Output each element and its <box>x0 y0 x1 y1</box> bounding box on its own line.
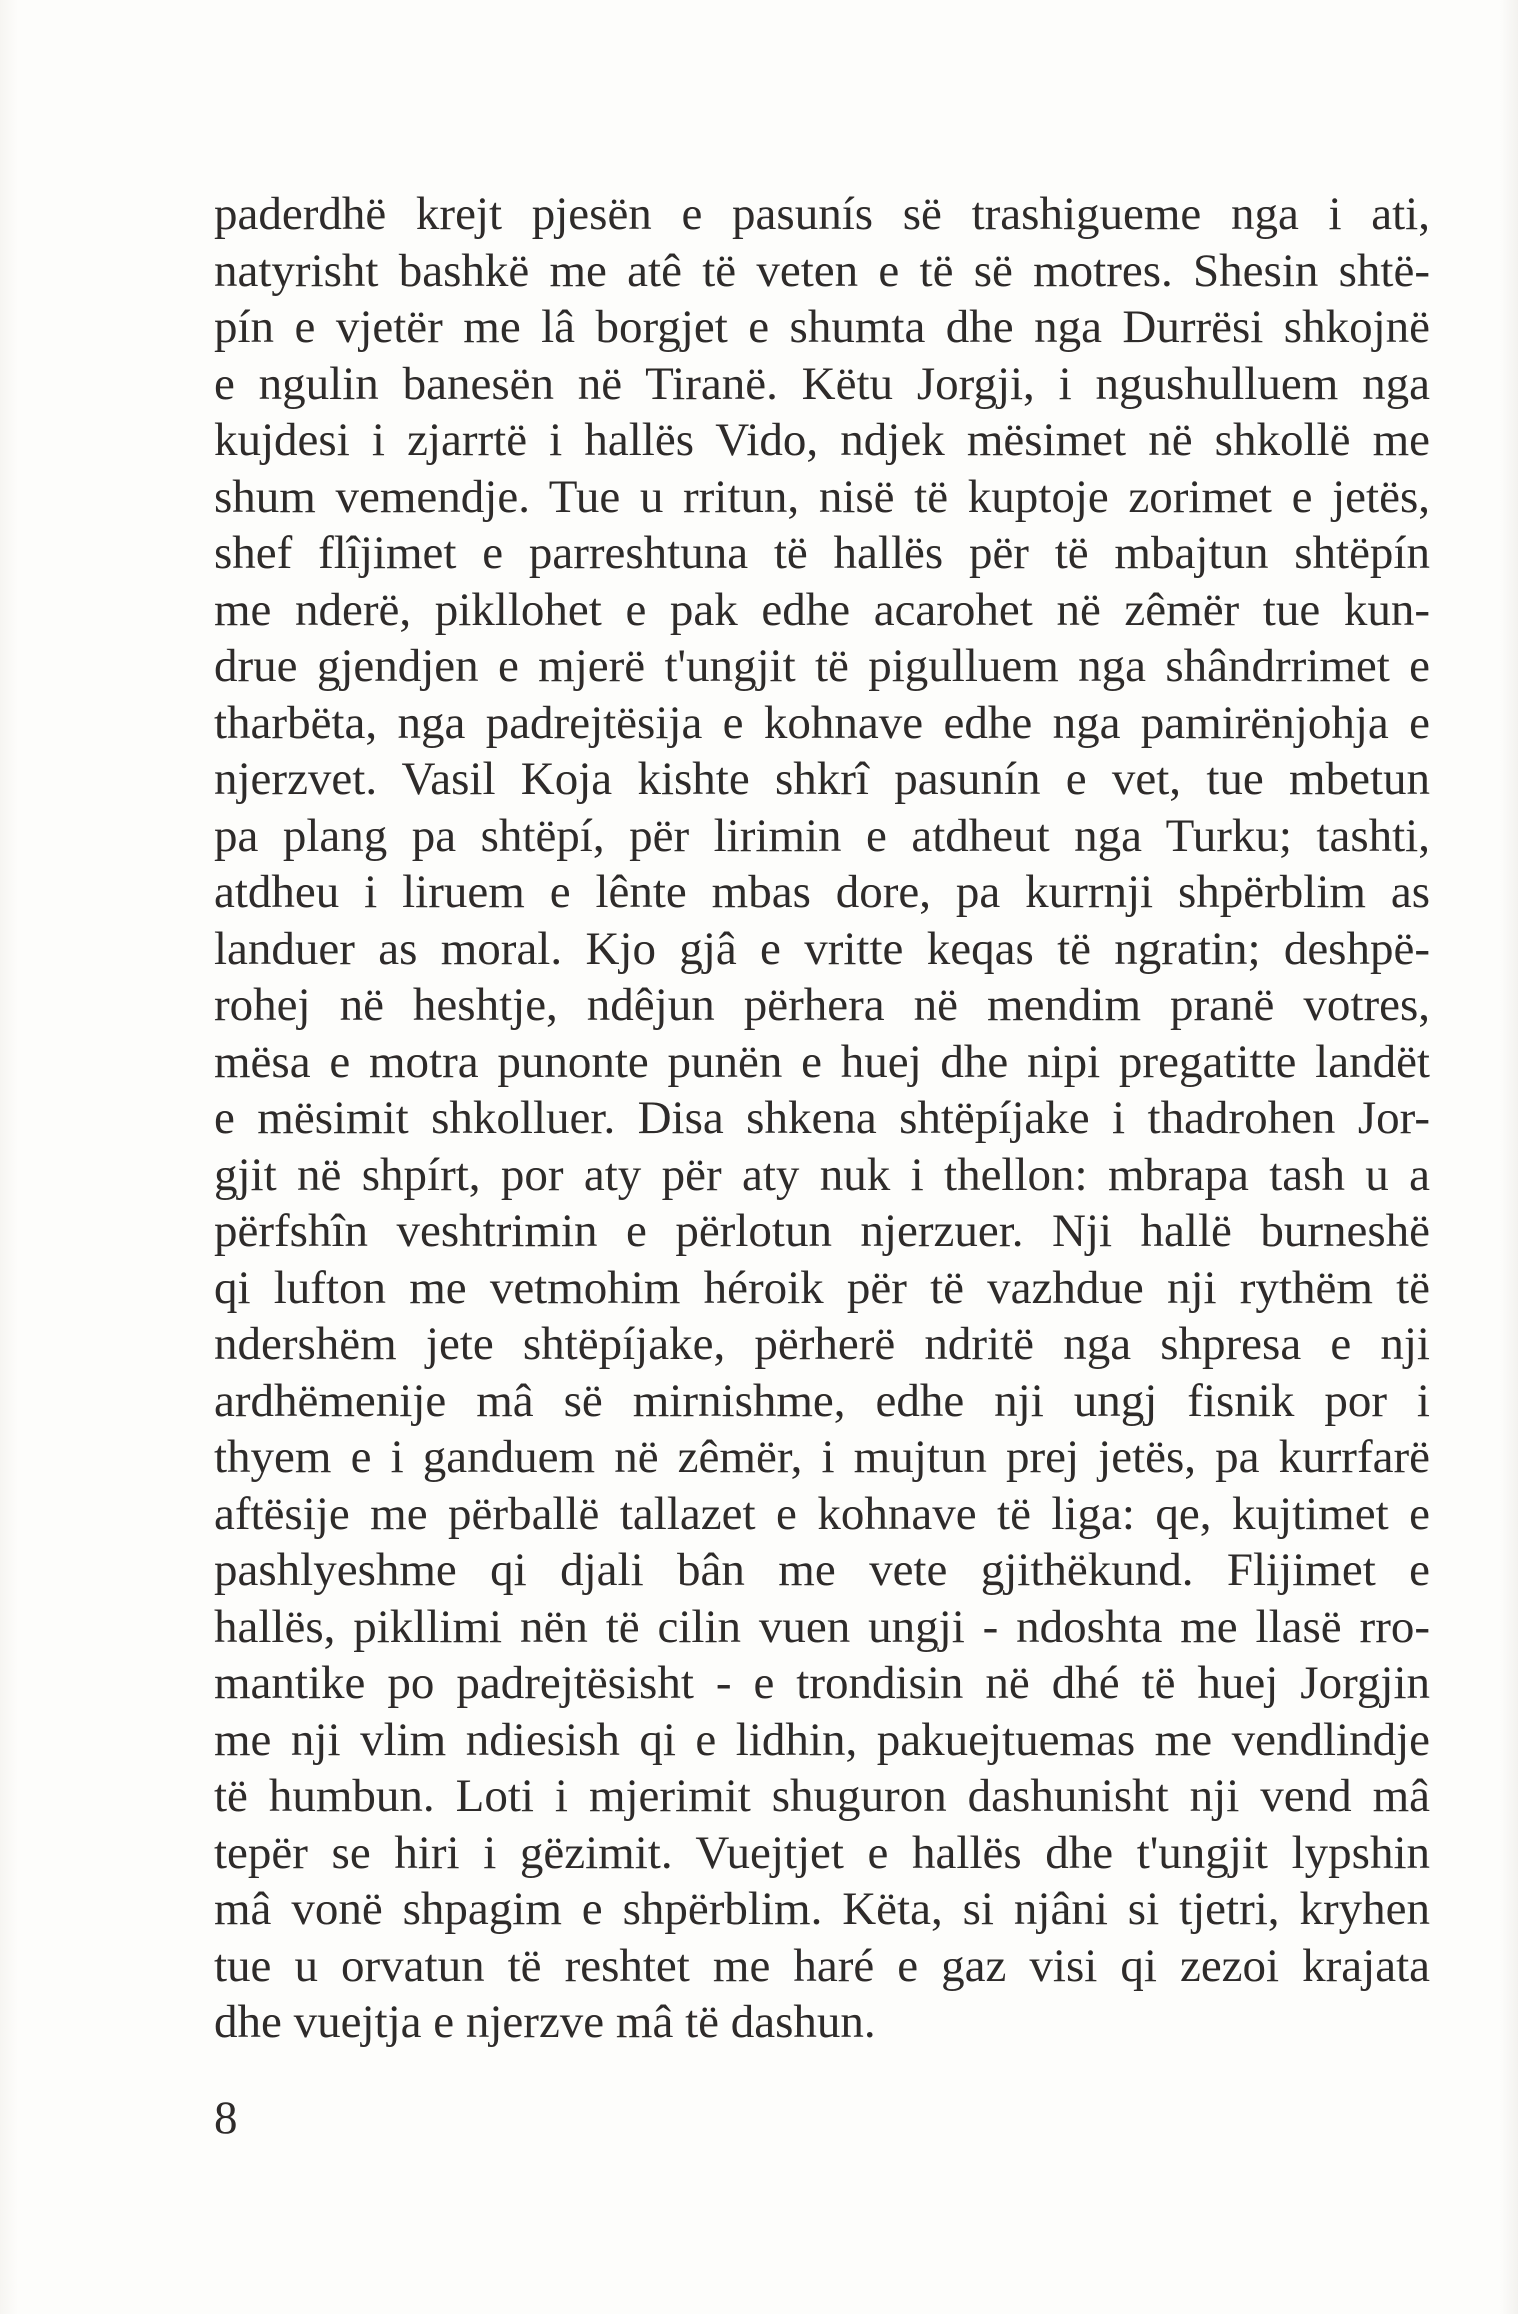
text-line: hallës, pikllimi nën të cilin vuen ungji - ndoshta me llasë rro- <box>214 1600 1430 1653</box>
text-line: mâ vonë shpagim e shpërblim. Këta, si njâni si tjetri, kryhen <box>214 1883 1430 1935</box>
text-line: tepër se hiri i gëzimit. Vuejtjet e hallës dhe t'ungjit lypshin <box>214 1826 1430 1879</box>
text-line: rohej në heshtje, ndêjun përhera në mendim pranë votres, <box>214 979 1430 1031</box>
text-line: kujdesi i zjarrtë i hallës Vido, ndjek mësimet në shkollë me <box>214 414 1430 466</box>
text-line: ndershëm jete shtëpíjake, përherë ndritë nga shpresa e nji <box>214 1318 1430 1370</box>
text-line: përfshîn veshtrimin e përlotun njerzuer. Nji hallë burneshë <box>214 1205 1430 1257</box>
text-line: aftësije me përballë tallazet e kohnave të liga: qe, kujtimet e <box>214 1487 1430 1540</box>
text-line: tue u orvatun të reshtet me haré e gaz visi qi zezoi krajata <box>214 1939 1430 1992</box>
text-line: njerzvet. Vasil Koja kishte shkrî pasunín e vet, tue mbetun <box>214 753 1430 805</box>
text-line: pashlyeshme qi djali bân me vete gjithëkund. Flijimet e <box>214 1544 1430 1596</box>
text-line: me nderë, pikllohet e pak edhe acarohet në zêmër tue kun- <box>214 583 1430 636</box>
text-line: thyem e i ganduem në zêmër, i mujtun prej jetës, pa kurrfarë <box>214 1431 1430 1483</box>
text-line: shef flîjimet e parreshtuna të hallës për të mbajtun shtëpín <box>214 527 1430 579</box>
text-line: gjit në shpírt, por aty për aty nuk i thellon: mbrapa tash u a <box>214 1148 1430 1201</box>
text-line: landuer as moral. Kjo gjâ e vritte keqas të ngratin; deshpë- <box>214 922 1430 975</box>
text-line: me nji vlim ndiesish qi e lidhin, pakuejtuemas me vendlindje <box>214 1713 1430 1766</box>
body-text <box>214 186 1430 2051</box>
text-line: natyrisht bashkë me atê të veten e të së motres. Shesin shtë- <box>214 244 1430 297</box>
text-line: qi lufton me vetmohim héroik për të vazhdue nji rythëm të <box>214 1261 1430 1314</box>
text-line: e mësimit shkolluer. Disa shkena shtëpíjake i thadrohen Jor- <box>214 1092 1430 1144</box>
text-line: të humbun. Loti i mjerimit shuguron dashunisht nji vend mâ <box>214 1770 1430 1822</box>
text-line: pín e vjetër me lâ borgjet e shumta dhe nga Durrësi shkojnë <box>214 301 1430 353</box>
text-line: mësa e motra punonte punën e huej dhe nipi pregatitte landët <box>214 1035 1430 1088</box>
text-line: pa plang pa shtëpí, për lirimin e atdheut nga Turku; tashti, <box>214 809 1430 862</box>
text-line: shum vemendje. Tue u rritun, nisë të kuptoje zorimet e jetës, <box>214 470 1430 523</box>
text-line: atdheu i liruem e lênte mbas dore, pa kurrnji shpërblim as <box>214 866 1430 918</box>
text-line: drue gjendjen e mjerë t'ungjit të pigulluem nga shândrrimet e <box>214 640 1430 692</box>
text-line: mantike po padrejtësisht - e trondisin në dhé të huej Jorgjin <box>214 1657 1430 1709</box>
text-line: dhe vuejtja e njerzve mâ të dashun. <box>214 1996 876 2048</box>
page-number: 8 <box>214 2092 238 2144</box>
text-line: paderdhë krejt pjesën e pasunís së trashigueme nga i ati, <box>214 188 1430 240</box>
text-line: e ngulin banesën në Tiranë. Këtu Jorgji, i ngushulluem nga <box>214 357 1430 410</box>
text-line: ardhëmenije mâ së mirnishme, edhe nji ungj fisnik por i <box>214 1374 1430 1427</box>
text-line: tharbëta, nga padrejtësija e kohnave edhe nga pamirënjohja e <box>214 696 1430 749</box>
